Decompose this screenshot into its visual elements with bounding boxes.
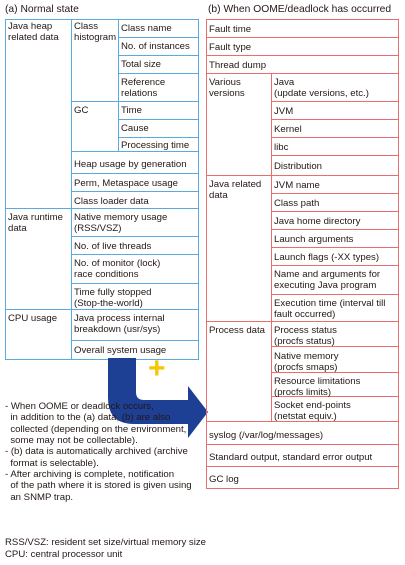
divider (71, 254, 199, 255)
fault-state-title: (b) When OOME/deadlock has occurred (208, 4, 392, 15)
note-line: - (b) data is automatically archived (archive (5, 446, 188, 457)
note-line: in addition to the (a) data, (b) are also (5, 412, 171, 423)
note-line: format is selectable). (5, 458, 99, 469)
java-heap-group: Java heap related data (8, 21, 59, 44)
live-threads-cell: No. of live threads (74, 241, 152, 252)
native-memory-cell: Native memory (procfs smaps) (274, 351, 339, 374)
note-line: - After archiving is complete, notification (5, 469, 175, 480)
divider (71, 191, 199, 192)
note-line: collected (depending on the environment, (5, 424, 187, 435)
fault-type-cell: Fault type (209, 42, 252, 53)
java-process-cpu-cell: Java process internal breakdown (usr/sys) (74, 313, 165, 336)
execution-time-cell: Execution time (interval till fault occurred) (274, 298, 386, 321)
time-stopped-cell: Time fully stopped (Stop-the-world) (74, 287, 152, 310)
divider (271, 211, 399, 212)
native-memory-usage-cell: Native memory usage (RSS/VSZ) (74, 212, 168, 235)
kernel-cell: Kernel (274, 124, 302, 135)
divider (5, 208, 199, 209)
divider (206, 175, 399, 176)
cpu-usage-group: CPU usage (8, 313, 58, 324)
heap-usage-cell: Heap usage by generation (74, 159, 187, 170)
instances-cell: No. of instances (121, 41, 190, 52)
divider (118, 119, 199, 120)
footnote-cpu: CPU: central processor unit (5, 549, 123, 560)
process-data-group: Process data (209, 325, 265, 336)
footnote-rss: RSS/VSZ: resident set size/virtual memory size (5, 537, 206, 548)
overall-usage-cell: Overall system usage (74, 345, 167, 356)
processing-time-cell: Processing time (121, 140, 190, 151)
libc-cell: libc (274, 142, 289, 153)
jvm-cell: JVM (274, 106, 294, 117)
divider (271, 101, 399, 102)
divider (206, 73, 399, 74)
java-related-group: Java related data (209, 179, 262, 202)
class-name-cell: Class name (121, 23, 172, 34)
gc-group: GC (74, 105, 89, 116)
launch-flags-cell: Launch flags (-XX types) (274, 252, 380, 263)
launch-arguments-cell: Launch arguments (274, 234, 354, 245)
process-status-cell: Process status (procfs status) (274, 325, 337, 348)
divider (271, 155, 399, 156)
perm-metaspace-cell: Perm, Metaspace usage (74, 178, 178, 189)
divider (271, 193, 399, 194)
divider (271, 137, 399, 138)
divider (71, 340, 199, 341)
distribution-cell: Distribution (274, 161, 322, 172)
plus-icon: + (148, 352, 166, 385)
java-home-cell: Java home directory (274, 216, 361, 227)
divider (71, 283, 199, 284)
divider (271, 294, 399, 295)
divider (71, 236, 199, 237)
divider (271, 247, 399, 248)
monitor-race-cell: No. of monitor (lock) race conditions (74, 258, 161, 281)
divider (118, 37, 199, 38)
class-path-cell: Class path (274, 198, 320, 209)
std-output-cell: Standard output, standard error output (209, 452, 373, 463)
socket-endpoints-cell: Socket end-points (netstat equiv.) (274, 400, 351, 423)
reference-relations-cell: Reference relations (121, 77, 166, 100)
syslog-cell: syslog (/var/log/messages) (209, 430, 324, 441)
gc-log-cell: GC log (209, 474, 239, 485)
divider (271, 119, 399, 120)
note-line: of the path where it is stored is given using (5, 480, 192, 491)
jvm-name-cell: JVM name (274, 180, 320, 191)
java-version-cell: Java (update versions, etc.) (274, 77, 369, 100)
fault-time-cell: Fault time (209, 24, 252, 35)
note-line: - When OOME or deadlock occurs, (5, 401, 154, 412)
name-arguments-cell: Name and arguments for executing Java program (274, 269, 381, 292)
divider (71, 173, 199, 174)
normal-state-title: (a) Normal state (5, 4, 79, 15)
divider (206, 466, 399, 467)
divider (71, 101, 199, 102)
java-runtime-group: Java runtime data (8, 212, 63, 235)
class-loader-cell: Class loader data (74, 196, 149, 207)
thread-dump-cell: Thread dump (209, 60, 267, 71)
gc-cause-cell: Cause (121, 123, 149, 134)
note-line: an SNMP trap. (5, 492, 74, 503)
various-versions-group: Various versions (209, 77, 245, 100)
divider (271, 265, 399, 266)
divider (206, 321, 399, 322)
divider (206, 37, 399, 38)
gc-time-cell: Time (121, 105, 142, 116)
divider (271, 229, 399, 230)
class-histogram-group: Class histogram (74, 21, 117, 44)
divider (118, 55, 199, 56)
note-line: some may not be collectable). (5, 435, 138, 446)
divider (118, 73, 199, 74)
resource-limits-cell: Resource limitations (procfs limits) (274, 376, 361, 399)
divider (206, 444, 399, 445)
total-size-cell: Total size (121, 59, 161, 70)
divider (206, 55, 399, 56)
